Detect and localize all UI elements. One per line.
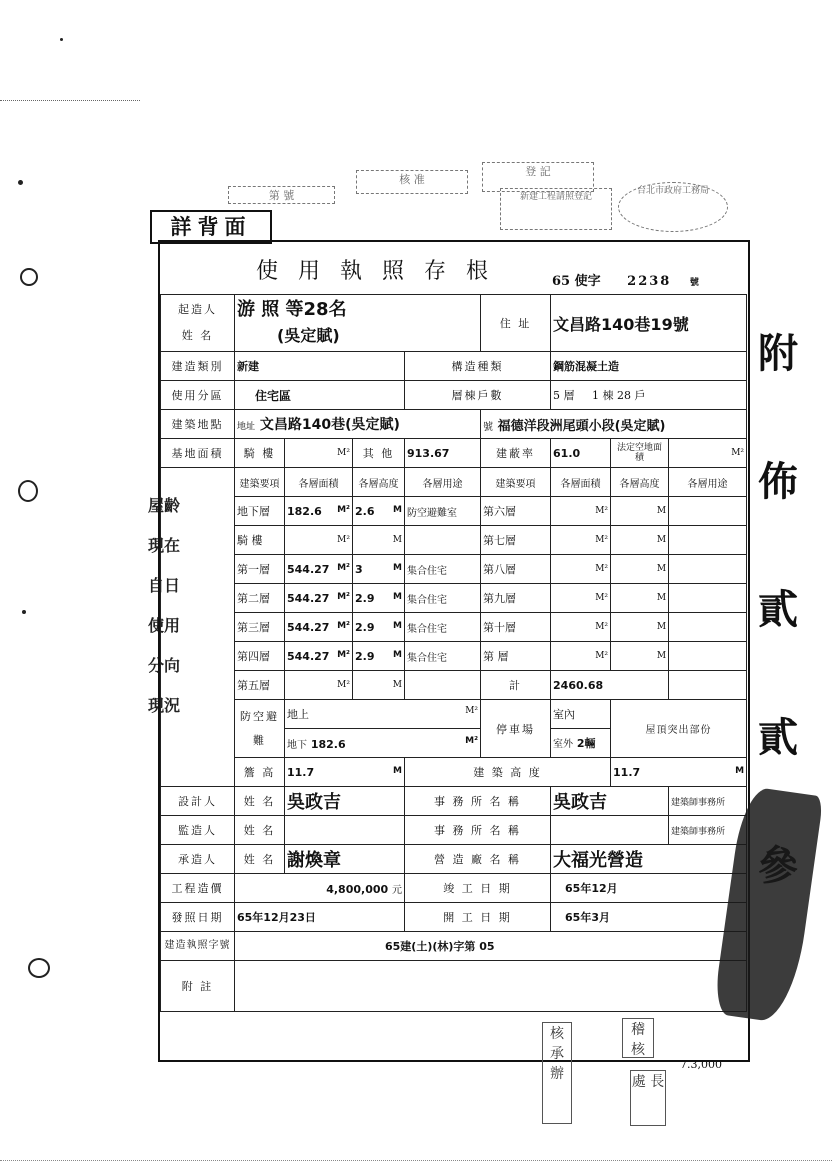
floor-area-right <box>551 642 611 671</box>
floor-area-value: 544.27 <box>287 562 330 576</box>
permit-number-suffix: 號 <box>689 278 699 288</box>
eave-value-text: 11.7 <box>287 765 315 779</box>
stamp-audit: 稽 核 <box>622 1018 654 1058</box>
floor-name-right: 第十層 <box>481 613 551 642</box>
floor-use: 集合住宅 <box>405 642 481 671</box>
speck <box>20 268 38 286</box>
category-value: 新建 <box>235 352 405 381</box>
speck <box>28 958 50 978</box>
eave-label: 簷 高 <box>235 758 285 787</box>
floor-height-value: 2.9 <box>355 649 375 663</box>
floor-height <box>353 497 405 526</box>
contractor-label: 承造人 <box>161 845 235 874</box>
floor-height-unit: M <box>393 620 402 631</box>
floor-area-right <box>551 555 611 584</box>
parking-outdoor-value: 2輛 <box>576 737 596 750</box>
builder-name-cell <box>235 295 481 352</box>
arcade-area-unit: M² <box>337 448 350 458</box>
top-stamp-2: 核 准 <box>356 170 468 194</box>
back-side-tag: 詳背面 <box>150 210 272 244</box>
issue-label: 發照日期 <box>161 903 235 932</box>
col-head-area-right: 各層面積 <box>551 468 611 497</box>
floor-height <box>353 642 405 671</box>
designer-office-suffix: 建築師事務所 <box>669 787 747 816</box>
floor-area-unit: M² <box>337 680 350 690</box>
floor-area-value: 544.27 <box>287 620 330 634</box>
floor-area <box>285 671 353 700</box>
col-head-area-left: 各層面積 <box>285 468 353 497</box>
completion-label: 竣 工 日 期 <box>405 874 551 903</box>
structure-value: 鋼筋混凝土造 <box>551 352 747 381</box>
floor-name: 第五層 <box>235 671 285 700</box>
shelter-above-label: 地上 <box>287 708 309 721</box>
issue-date: 65年12月23日 <box>235 903 405 932</box>
zone-value: 住宅區 <box>235 381 405 410</box>
floor-height-right-unit: M <box>656 593 667 603</box>
form-title-row <box>160 242 746 292</box>
floor-use-right <box>669 584 747 613</box>
floor-row <box>161 613 747 642</box>
site-label: 建築地點 <box>161 410 235 439</box>
supervisor-label: 監造人 <box>161 816 235 845</box>
address-label: 住 址 <box>481 295 551 352</box>
contractor-name-label: 姓 名 <box>235 845 285 874</box>
column-head-row <box>161 468 747 497</box>
floor-row <box>161 671 747 700</box>
permit-label: 建造執照字號 <box>161 932 235 961</box>
floor-area-right <box>551 526 611 555</box>
left-note-5: 分向 <box>148 656 181 675</box>
top-stamp-3: 登 記 <box>482 162 594 192</box>
builder-label: 起造人 <box>178 303 217 316</box>
eave-unit: M <box>393 765 402 776</box>
supervisor-name-label: 姓 名 <box>235 816 285 845</box>
coverage-label: 建蔽率 <box>481 439 551 468</box>
zone-row <box>161 381 747 410</box>
floor-height-right <box>611 613 669 642</box>
start-date: 65年3月 <box>551 903 747 932</box>
col-head-height-left: 各層高度 <box>353 468 405 497</box>
right-note-1: 附 <box>758 331 798 377</box>
floor-area-right-unit: M² <box>595 506 609 516</box>
supervisor-name <box>285 816 405 845</box>
floor-height-right-unit: M <box>656 622 667 632</box>
designer-row <box>161 787 747 816</box>
floor-area <box>285 613 353 642</box>
floor-name: 第三層 <box>235 613 285 642</box>
floor-height-right <box>611 642 669 671</box>
floor-area <box>285 497 353 526</box>
site-row <box>161 410 747 439</box>
site-address: 文昌路140巷(吳定賦) <box>259 417 400 433</box>
floor-row <box>161 497 747 526</box>
floor-area-right <box>551 613 611 642</box>
floor-height-unit: M <box>392 680 402 690</box>
site-address-label: 地址 <box>237 422 256 432</box>
supervisor-office-label: 事 務 所 名 稱 <box>405 816 551 845</box>
designer-name-label: 姓 名 <box>235 787 285 816</box>
coverage-value: 61.0 <box>551 439 611 468</box>
scan-line <box>0 1160 832 1161</box>
floor-name: 地下層 <box>235 497 285 526</box>
floor-row <box>161 555 747 584</box>
total-label: 計 <box>481 671 551 700</box>
parking-outdoor <box>551 729 611 758</box>
col-head-use-right: 各層用途 <box>669 468 747 497</box>
floor-height <box>353 671 405 700</box>
cost-label: 工程造價 <box>161 874 235 903</box>
floor-height-unit: M <box>392 535 402 545</box>
shelter-above <box>285 700 481 729</box>
floor-area-right <box>551 584 611 613</box>
total-value: 2460.68 <box>551 671 669 700</box>
floor-name-right: 第七層 <box>481 526 551 555</box>
permit-number-value: 2238 <box>627 274 672 289</box>
floors-value: 5 層 <box>553 389 575 402</box>
arcade-area <box>285 439 353 468</box>
floor-use: 集合住宅 <box>405 584 481 613</box>
floor-area-right-unit: M² <box>595 535 609 545</box>
arcade-label: 騎 樓 <box>235 439 285 468</box>
floor-name-right: 第 層 <box>481 642 551 671</box>
site-address-cell <box>235 410 481 439</box>
top-stamp-1: 第 號 <box>228 186 335 204</box>
total-use <box>669 671 747 700</box>
floor-height <box>353 613 405 642</box>
cost-row <box>161 874 747 903</box>
permit-value: 65建(土)(林)字第 05 <box>235 932 747 961</box>
floor-row <box>161 642 747 671</box>
print-code: 7.3,000 <box>680 1058 722 1071</box>
floors-extra: 1 棟 28 戶 <box>592 389 646 402</box>
shelter-row <box>161 700 747 729</box>
floor-use: 集合住宅 <box>405 613 481 642</box>
supervisor-row <box>161 816 747 845</box>
form-title: 使用執照存根 <box>256 259 509 284</box>
designer-office-label: 事 務 所 名 稱 <box>405 787 551 816</box>
left-note-1: 屋齡 <box>148 496 181 515</box>
shelter-below-unit: M² <box>465 735 479 746</box>
floor-height <box>353 555 405 584</box>
shelter-label: 防空避難 <box>235 700 285 758</box>
floor-area-right <box>551 497 611 526</box>
right-note-3: 貳 <box>758 587 798 633</box>
col-head-item-left: 建築要項 <box>235 468 285 497</box>
designer-label: 設計人 <box>161 787 235 816</box>
contractor-row <box>161 845 747 874</box>
floor-area-value: 544.27 <box>287 591 330 605</box>
cost-unit: 元 <box>392 884 402 896</box>
height-row <box>161 758 747 787</box>
floor-area-unit: M² <box>337 591 350 602</box>
floors-cell <box>551 381 747 410</box>
other-value: 913.67 <box>405 439 481 468</box>
speck <box>18 180 23 185</box>
permit-number-prefix: 65 <box>552 274 571 289</box>
permit-form-table <box>160 294 747 1012</box>
builder-name-label: 姓 名 <box>181 329 214 342</box>
contractor-firm-label: 營 造 廠 名 稱 <box>405 845 551 874</box>
floor-use <box>405 526 481 555</box>
issue-row <box>161 903 747 932</box>
col-head-height-right: 各層高度 <box>611 468 669 497</box>
floor-use-right <box>669 526 747 555</box>
floor-name: 第一層 <box>235 555 285 584</box>
floors-side-cell <box>161 468 235 787</box>
floor-area <box>285 584 353 613</box>
address-value: 文昌路140巷19號 <box>551 295 747 352</box>
builder-row <box>161 295 747 352</box>
remark-value <box>235 961 747 1012</box>
floor-row <box>161 526 747 555</box>
speck <box>22 610 26 614</box>
right-note-2: 佈 <box>758 459 798 505</box>
floor-height-unit: M <box>393 591 402 602</box>
open-space-unit: M² <box>731 448 745 458</box>
floor-area-unit: M² <box>337 535 350 545</box>
permit-number-word: 使字 <box>574 274 601 289</box>
shelter-below-value: 182.6 <box>310 737 346 751</box>
roof-label: 屋頂突出部份 <box>611 700 747 758</box>
builder-label-cell <box>161 295 235 352</box>
floor-height-unit: M <box>393 504 402 515</box>
parking-label: 停車場 <box>481 700 551 758</box>
floor-area-unit: M² <box>337 562 350 573</box>
floor-use-right <box>669 497 747 526</box>
floor-area-right-unit: M² <box>595 564 609 574</box>
shelter-above-unit: M² <box>465 706 479 716</box>
contractor-name: 謝煥章 <box>285 845 405 874</box>
floor-use: 防空避難室 <box>405 497 481 526</box>
col-head-item-right: 建築要項 <box>481 468 551 497</box>
floor-height-right <box>611 584 669 613</box>
side-stamp-left: 新建工程請照登記 <box>500 188 612 230</box>
col-head-use-left: 各層用途 <box>405 468 481 497</box>
floor-height-right-unit: M <box>656 564 667 574</box>
start-label: 開 工 日 期 <box>405 903 551 932</box>
floor-use-right <box>669 555 747 584</box>
floor-height-value: 2.6 <box>355 504 375 518</box>
floor-name: 第四層 <box>235 642 285 671</box>
building-height-text: 11.7 <box>613 765 641 779</box>
supervisor-office <box>551 816 669 845</box>
floors-label: 層棟戶數 <box>405 381 551 410</box>
zone-label: 使用分區 <box>161 381 235 410</box>
floor-height-value: 2.9 <box>355 620 375 634</box>
contractor-firm: 大福光營造 <box>551 845 747 874</box>
left-note-6: 現況 <box>148 696 181 715</box>
speck <box>60 38 63 41</box>
cost-value <box>235 874 405 903</box>
lot-value: 福德洋段洲尾頭小段(吳定賦) <box>497 418 666 434</box>
floor-height-value: 3 <box>355 562 363 576</box>
remark-label: 附 註 <box>161 961 235 1012</box>
floor-height-right-unit: M <box>656 506 667 516</box>
floor-height <box>353 584 405 613</box>
category-row <box>161 352 747 381</box>
floor-area <box>285 526 353 555</box>
floor-name-right: 第八層 <box>481 555 551 584</box>
permit-number <box>552 270 699 289</box>
area-row <box>161 439 747 468</box>
floor-height-unit: M <box>393 562 402 573</box>
floor-name: 騎 樓 <box>235 526 285 555</box>
floor-area-value: 544.27 <box>287 649 330 663</box>
floor-name-right: 第九層 <box>481 584 551 613</box>
speck <box>18 480 38 502</box>
area-label: 基地面積 <box>161 439 235 468</box>
scan-line <box>0 100 140 101</box>
floor-area-value: 182.6 <box>287 504 322 518</box>
building-height-value <box>611 758 747 787</box>
shelter-below <box>285 729 481 758</box>
parking-indoor <box>551 700 611 729</box>
floor-area-unit: M² <box>337 504 350 515</box>
parking-outdoor-label: 室外 <box>553 739 574 750</box>
cost-value-text: 4,800,000 <box>326 882 389 896</box>
floor-use <box>405 671 481 700</box>
designer-name: 吳政吉 <box>285 787 405 816</box>
floor-height-right <box>611 497 669 526</box>
floor-height-right <box>611 526 669 555</box>
floor-area <box>285 642 353 671</box>
floor-use: 集合住宅 <box>405 555 481 584</box>
builder-rep: (吳定賦) <box>277 326 340 345</box>
completion-date: 65年12月 <box>551 874 747 903</box>
shelter-below-label: 地下 <box>287 739 307 751</box>
stamp-approve: 核 承 辦 <box>542 1022 572 1124</box>
floor-area-unit: M² <box>337 649 350 660</box>
floor-area-unit: M² <box>337 620 350 631</box>
building-height-unit: M <box>735 765 745 776</box>
category-label: 建造類別 <box>161 352 235 381</box>
floor-height-unit: M <box>393 649 402 660</box>
parking-indoor-label: 室內 <box>553 708 576 721</box>
remark-row <box>161 961 747 1012</box>
floor-use-right <box>669 613 747 642</box>
eave-value <box>285 758 405 787</box>
other-label: 其 他 <box>353 439 405 468</box>
floor-name: 第二層 <box>235 584 285 613</box>
floor-height-right-unit: M <box>656 651 667 661</box>
left-note-3: 自日 <box>148 576 181 595</box>
building-height-label: 建 築 高 度 <box>405 758 611 787</box>
stamp-director: 處 長 <box>630 1070 666 1126</box>
lot-cell <box>481 410 747 439</box>
permit-row <box>161 932 747 961</box>
left-note-4: 使用 <box>148 616 181 635</box>
floor-height-value: 2.9 <box>355 591 375 605</box>
floor-area-right-unit: M² <box>595 593 609 603</box>
designer-office: 吳政吉 <box>551 787 669 816</box>
builder-name: 游 照 等28名 <box>237 299 347 320</box>
left-note-2: 現在 <box>148 536 181 555</box>
floor-area-right-unit: M² <box>595 651 609 661</box>
supervisor-office-suffix: 建築師事務所 <box>669 816 747 845</box>
open-space-label: 法定空地面積 <box>611 439 669 468</box>
floor-row <box>161 584 747 613</box>
floor-area <box>285 555 353 584</box>
structure-label: 構造種類 <box>405 352 551 381</box>
floor-height-right <box>611 555 669 584</box>
open-space-value <box>669 439 747 468</box>
lot-label: 號 <box>483 421 494 433</box>
right-note-4: 貳 <box>758 715 798 761</box>
side-stamp-right: 台北市政府工務局 <box>618 182 728 232</box>
floor-use-right <box>669 642 747 671</box>
floor-area-right-unit: M² <box>595 622 609 632</box>
floor-height-right-unit: M <box>656 535 667 545</box>
floor-name-right: 第六層 <box>481 497 551 526</box>
floor-height <box>353 526 405 555</box>
